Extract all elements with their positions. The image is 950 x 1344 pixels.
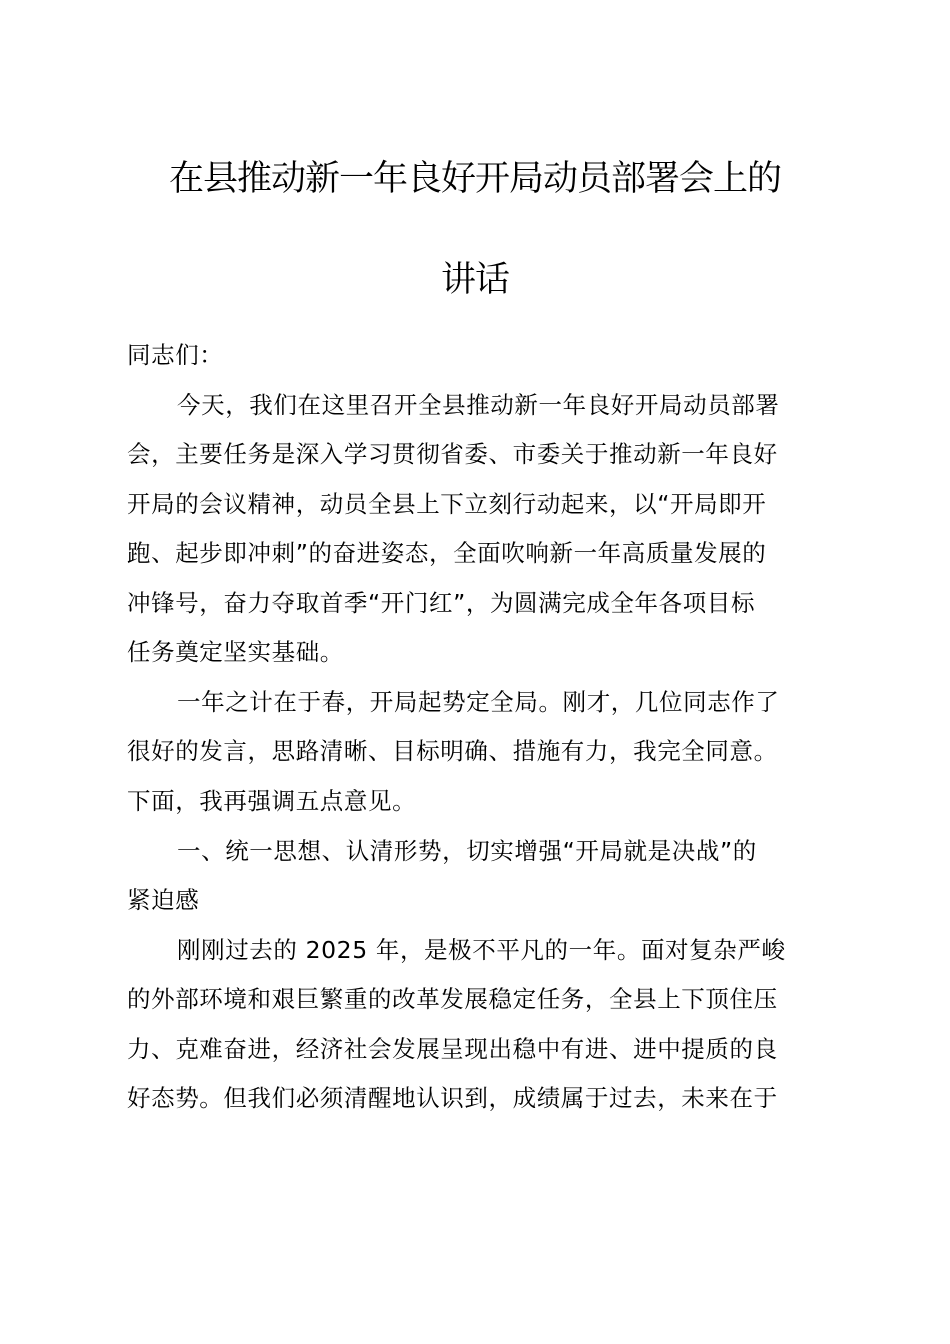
paragraph-2-line: 很好的发言，思路清晰、目标明确、措施有力，我完全同意。 bbox=[127, 737, 778, 765]
section-heading-1: 紧迫感 bbox=[127, 886, 200, 914]
title-line-1: 在县推动新一年良好开局动员部署会上的 bbox=[168, 159, 781, 199]
paragraph-2-line: 一年之计在于春，开局起势定全局。刚才，几位同志作了 bbox=[177, 688, 780, 716]
paragraph-1-line: 开局的会议精神，动员全县上下立刻行动起来，以“开局即开 bbox=[127, 490, 767, 518]
paragraph-3-line: 刚刚过去的 2025 年，是极不平凡的一年。面对复杂严峻 bbox=[177, 936, 786, 964]
paragraph-3-line: 力、克难奋进，经济社会发展呈现出稳中有进、进中提质的良 bbox=[127, 1035, 778, 1063]
paragraph-1-line: 跑、起步即冲刺”的奋进姿态，全面吹响新一年高质量发展的 bbox=[127, 539, 767, 567]
paragraph-1-line: 冲锋号，奋力夺取首季“开门红”，为圆满完成全年各项目标 bbox=[127, 589, 756, 617]
paragraph-1-line: 今天，我们在这里召开全县推动新一年良好开局动员部署 bbox=[177, 391, 780, 419]
paragraph-2-line: 下面，我再强调五点意见。 bbox=[127, 787, 417, 815]
paragraph-3-line: 的外部环境和艰巨繁重的改革发展稳定任务，全县上下顶住压 bbox=[127, 985, 778, 1013]
paragraph-1-line: 任务奠定坚实基础。 bbox=[127, 638, 344, 666]
paragraph-3-line: 好态势。但我们必须清醒地认识到，成绩属于过去，未来在于 bbox=[127, 1084, 778, 1112]
section-heading-1: 一、统一思想、认清形势，切实增强“开局就是决战”的 bbox=[177, 837, 757, 865]
title-line-2: 讲话 bbox=[440, 260, 509, 300]
paragraph-1-line: 会，主要任务是深入学习贯彻省委、市委关于推动新一年良好 bbox=[127, 440, 778, 468]
salutation: 同志们： bbox=[127, 341, 224, 369]
